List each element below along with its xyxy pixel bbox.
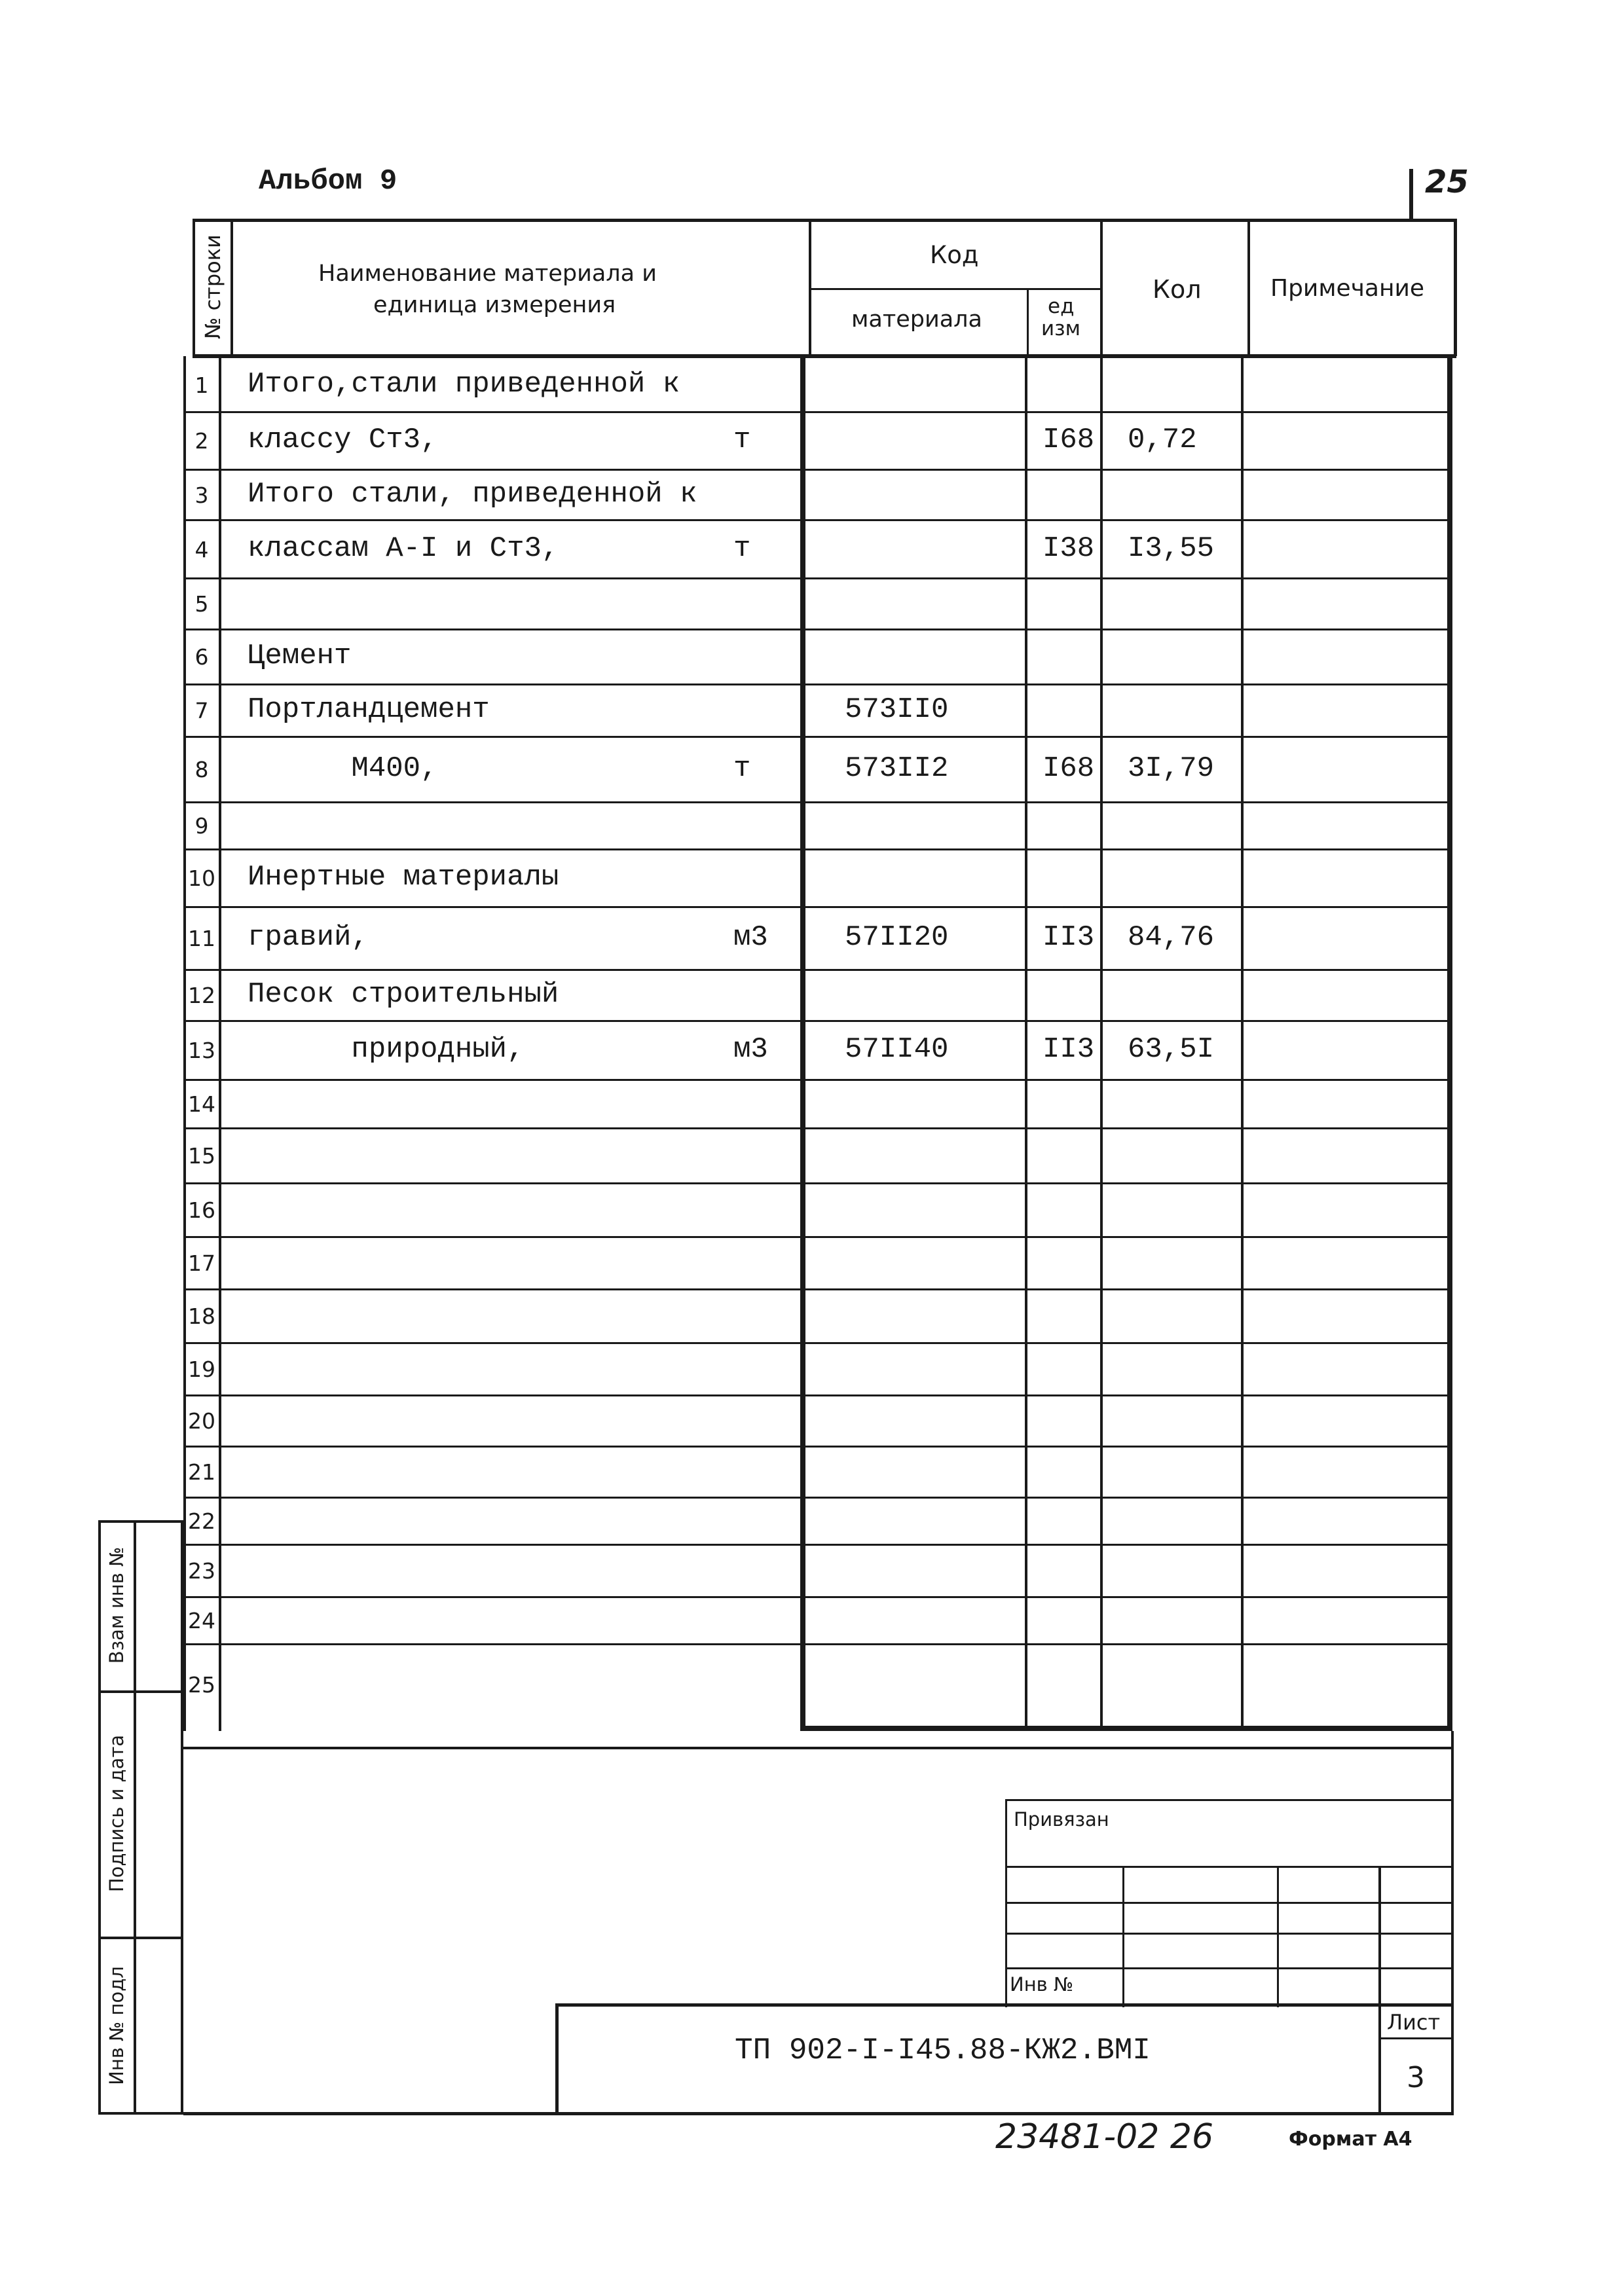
row-unit-code: I68 <box>1043 752 1095 785</box>
row-number: 1 <box>194 373 209 398</box>
row-number: 3 <box>194 482 209 508</box>
col-header-name-1: Наименование материала и <box>318 261 657 287</box>
row-number: 11 <box>188 926 215 951</box>
row-unit: т <box>733 532 751 565</box>
row-number: 8 <box>194 757 209 782</box>
row-quantity: 84,76 <box>1128 921 1215 954</box>
row-number: 20 <box>188 1408 215 1434</box>
row-number: 4 <box>194 536 209 562</box>
album-label: Альбом 9 <box>259 165 397 198</box>
page-corner-number: 25 <box>1425 164 1469 200</box>
row-material-code: 573II2 <box>845 752 949 785</box>
row-name: Цемент <box>248 640 352 672</box>
col-header-qty: Кол <box>1153 275 1202 304</box>
col-header-code: Код <box>930 241 979 269</box>
row-material-code: 57II20 <box>845 921 949 954</box>
row-name: М400, <box>248 752 438 785</box>
row-number: 5 <box>194 591 209 617</box>
row-name: классам А-I и Ст3, <box>248 532 559 565</box>
row-quantity: 0,72 <box>1128 424 1197 456</box>
row-number: 16 <box>188 1197 215 1223</box>
row-name: природный, <box>248 1033 525 1066</box>
row-number: 15 <box>188 1143 215 1169</box>
row-name: Портландцемент <box>248 693 490 726</box>
row-name: гравий, <box>248 921 369 954</box>
inv-no-label: Инв № <box>1010 1973 1074 1995</box>
row-quantity: I3,55 <box>1128 532 1215 565</box>
row-number: 22 <box>188 1508 215 1534</box>
stamp-inv: Инв № подл <box>105 1966 128 2085</box>
row-unit: м3 <box>733 1033 768 1066</box>
row-unit-code: I38 <box>1043 532 1095 565</box>
format-label: Формат А4 <box>1289 2128 1412 2151</box>
row-quantity: 3I,79 <box>1128 752 1215 785</box>
col-header-unit-2: изм <box>1041 317 1081 340</box>
row-number: 6 <box>194 644 209 670</box>
col-header-note: Примечание <box>1270 275 1425 302</box>
sheet-label: Лист <box>1387 2010 1441 2035</box>
row-number: 24 <box>188 1608 215 1633</box>
row-unit-code: II3 <box>1043 1033 1095 1066</box>
row-number: 10 <box>188 866 215 891</box>
row-number: 14 <box>188 1091 215 1117</box>
row-unit-code: I68 <box>1043 424 1095 456</box>
stamp-vzam: Взам инв № <box>105 1546 128 1664</box>
row-number: 7 <box>194 698 209 723</box>
row-number: 13 <box>188 1038 215 1063</box>
row-name: Итого,стали приведенной к <box>248 368 680 401</box>
row-name: Инертные материалы <box>248 861 559 894</box>
row-material-code: 573II0 <box>845 693 949 726</box>
document-code: ТП 902-I-I45.88-КЖ2.ВМI <box>735 2033 1151 2068</box>
row-number: 23 <box>188 1558 215 1584</box>
col-header-name-2: единица измерения <box>373 292 616 318</box>
row-number: 25 <box>188 1672 215 1698</box>
col-header-material: материала <box>851 306 983 333</box>
row-unit: т <box>733 752 751 785</box>
stamp-podpis: Подпись и дата <box>105 1734 128 1893</box>
privyazan-label: Привязан <box>1014 1808 1109 1831</box>
row-number: 21 <box>188 1459 215 1485</box>
row-unit-code: II3 <box>1043 921 1095 954</box>
row-number: 17 <box>188 1250 215 1276</box>
row-number: 19 <box>188 1357 215 1382</box>
row-name: Песок строительный <box>248 978 559 1011</box>
col-header-row-no: № строки <box>200 234 225 339</box>
row-number: 18 <box>188 1303 215 1329</box>
row-number: 12 <box>188 983 215 1008</box>
col-header-unit-1: ед <box>1048 295 1075 318</box>
row-name: Итого стали, приведенной к <box>248 477 697 511</box>
sheet-number: 3 <box>1407 2061 1425 2094</box>
row-number: 2 <box>194 428 209 454</box>
archive-number: 23481-02 26 <box>995 2117 1214 2157</box>
row-name: классу Ст3, <box>248 424 438 456</box>
row-quantity: 63,5I <box>1128 1033 1215 1066</box>
row-unit: м3 <box>733 921 768 954</box>
row-unit: т <box>733 424 751 456</box>
row-material-code: 57II40 <box>845 1033 949 1066</box>
title-block-top <box>183 1747 1454 1749</box>
row-number: 9 <box>194 813 209 839</box>
